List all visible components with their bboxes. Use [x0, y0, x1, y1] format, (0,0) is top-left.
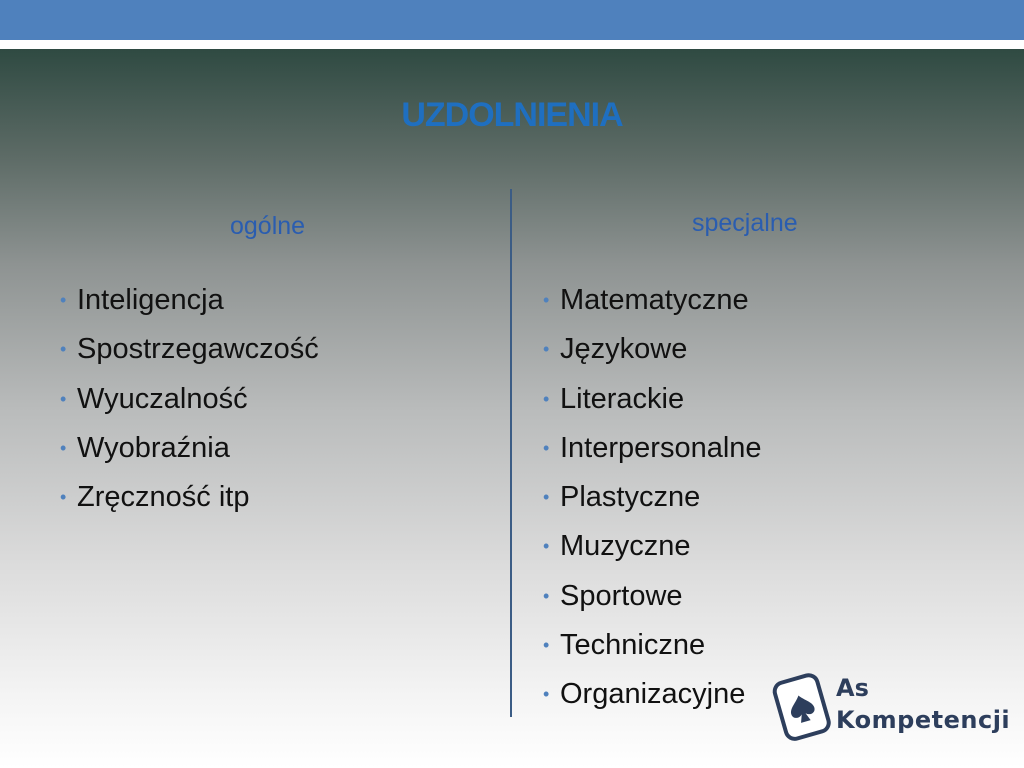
bullet-icon: • — [543, 684, 550, 705]
list-item-label: Plastyczne — [560, 481, 701, 514]
list-item — [543, 329, 762, 378]
list-item-label: Wyobraźnia — [77, 431, 230, 464]
top-accent-band — [0, 0, 1024, 40]
list-item — [60, 329, 319, 378]
list-item-label: Interpersonalne — [560, 431, 762, 464]
slide-title: UZDOLNIENIA — [401, 96, 623, 134]
bullet-icon: • — [543, 536, 550, 557]
list-item — [543, 625, 762, 674]
list-item-label: Zręczność itp — [77, 481, 250, 514]
special-abilities-list — [543, 280, 762, 724]
list-item — [543, 428, 762, 477]
list-item-label: Muzyczne — [560, 530, 691, 563]
column-header-special: specjalne — [692, 209, 798, 237]
logo-text-line1: As — [836, 674, 869, 702]
bullet-icon: • — [60, 437, 67, 458]
bullet-icon: • — [60, 487, 67, 508]
list-item — [60, 379, 319, 428]
bullet-icon: • — [60, 388, 67, 409]
list-item — [60, 428, 319, 477]
list-item-label: Wyuczalność — [77, 382, 248, 415]
bullet-icon: • — [543, 388, 550, 409]
general-abilities-list — [60, 280, 319, 526]
list-item-label: Inteligencja — [77, 284, 224, 316]
list-item — [543, 674, 762, 723]
list-item-label: Sportowe — [560, 579, 683, 612]
as-kompetencji-logo — [770, 668, 1010, 748]
list-item — [543, 526, 762, 575]
spade-card-icon — [770, 668, 834, 744]
list-item-label: Organizacyjne — [560, 678, 746, 711]
column-header-general: ogólne — [230, 212, 306, 240]
list-item — [543, 280, 762, 329]
list-item — [60, 477, 319, 526]
column-divider — [510, 189, 512, 717]
list-item-label: Językowe — [560, 333, 688, 366]
bullet-icon: • — [543, 487, 550, 508]
list-item-label: Literackie — [560, 382, 685, 415]
bullet-icon: • — [543, 585, 550, 606]
bullet-icon: • — [60, 339, 67, 360]
list-item — [543, 477, 762, 526]
list-item — [60, 280, 319, 329]
bullet-icon: • — [543, 635, 550, 656]
list-item-label: Spostrzegawczość — [77, 333, 319, 366]
bullet-icon: • — [543, 339, 550, 360]
top-separator-stripe — [0, 40, 1024, 49]
list-item-label: Techniczne — [560, 629, 706, 662]
list-item — [543, 379, 762, 428]
bullet-icon: • — [543, 290, 550, 310]
bullet-icon: • — [543, 437, 550, 458]
list-item-label: Matematyczne — [560, 284, 749, 316]
bullet-icon: • — [60, 290, 67, 310]
logo-text-line2: Kompetencji — [836, 706, 1011, 734]
list-item — [543, 576, 762, 625]
